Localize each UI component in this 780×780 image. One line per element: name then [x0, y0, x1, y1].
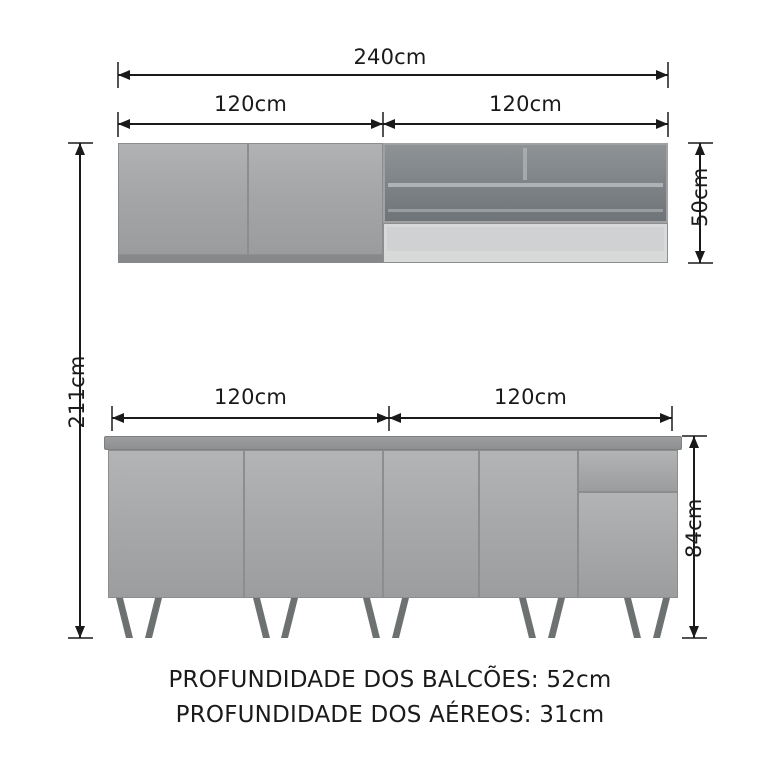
dimension-upper-right-width-label: 120cm	[488, 92, 563, 116]
dimension-base-left-width-label: 120cm	[213, 385, 288, 409]
dimension-total-width-label: 240cm	[353, 45, 427, 69]
footnote-depth-counters: PROFUNDIDADE DOS BALCÕES: 52cm	[168, 667, 612, 693]
dimension-upper-height-label: 50cm	[688, 167, 712, 227]
dimension-base-right-width-label: 120cm	[493, 385, 568, 409]
dimension-total-height-label: 211cm	[65, 355, 89, 429]
dimension-base-height-label: 84cm	[682, 498, 706, 558]
dimension-upper-left-width-label: 120cm	[213, 92, 288, 116]
footnote-depth-uppers: PROFUNDIDADE DOS AÉREOS: 31cm	[175, 702, 605, 728]
